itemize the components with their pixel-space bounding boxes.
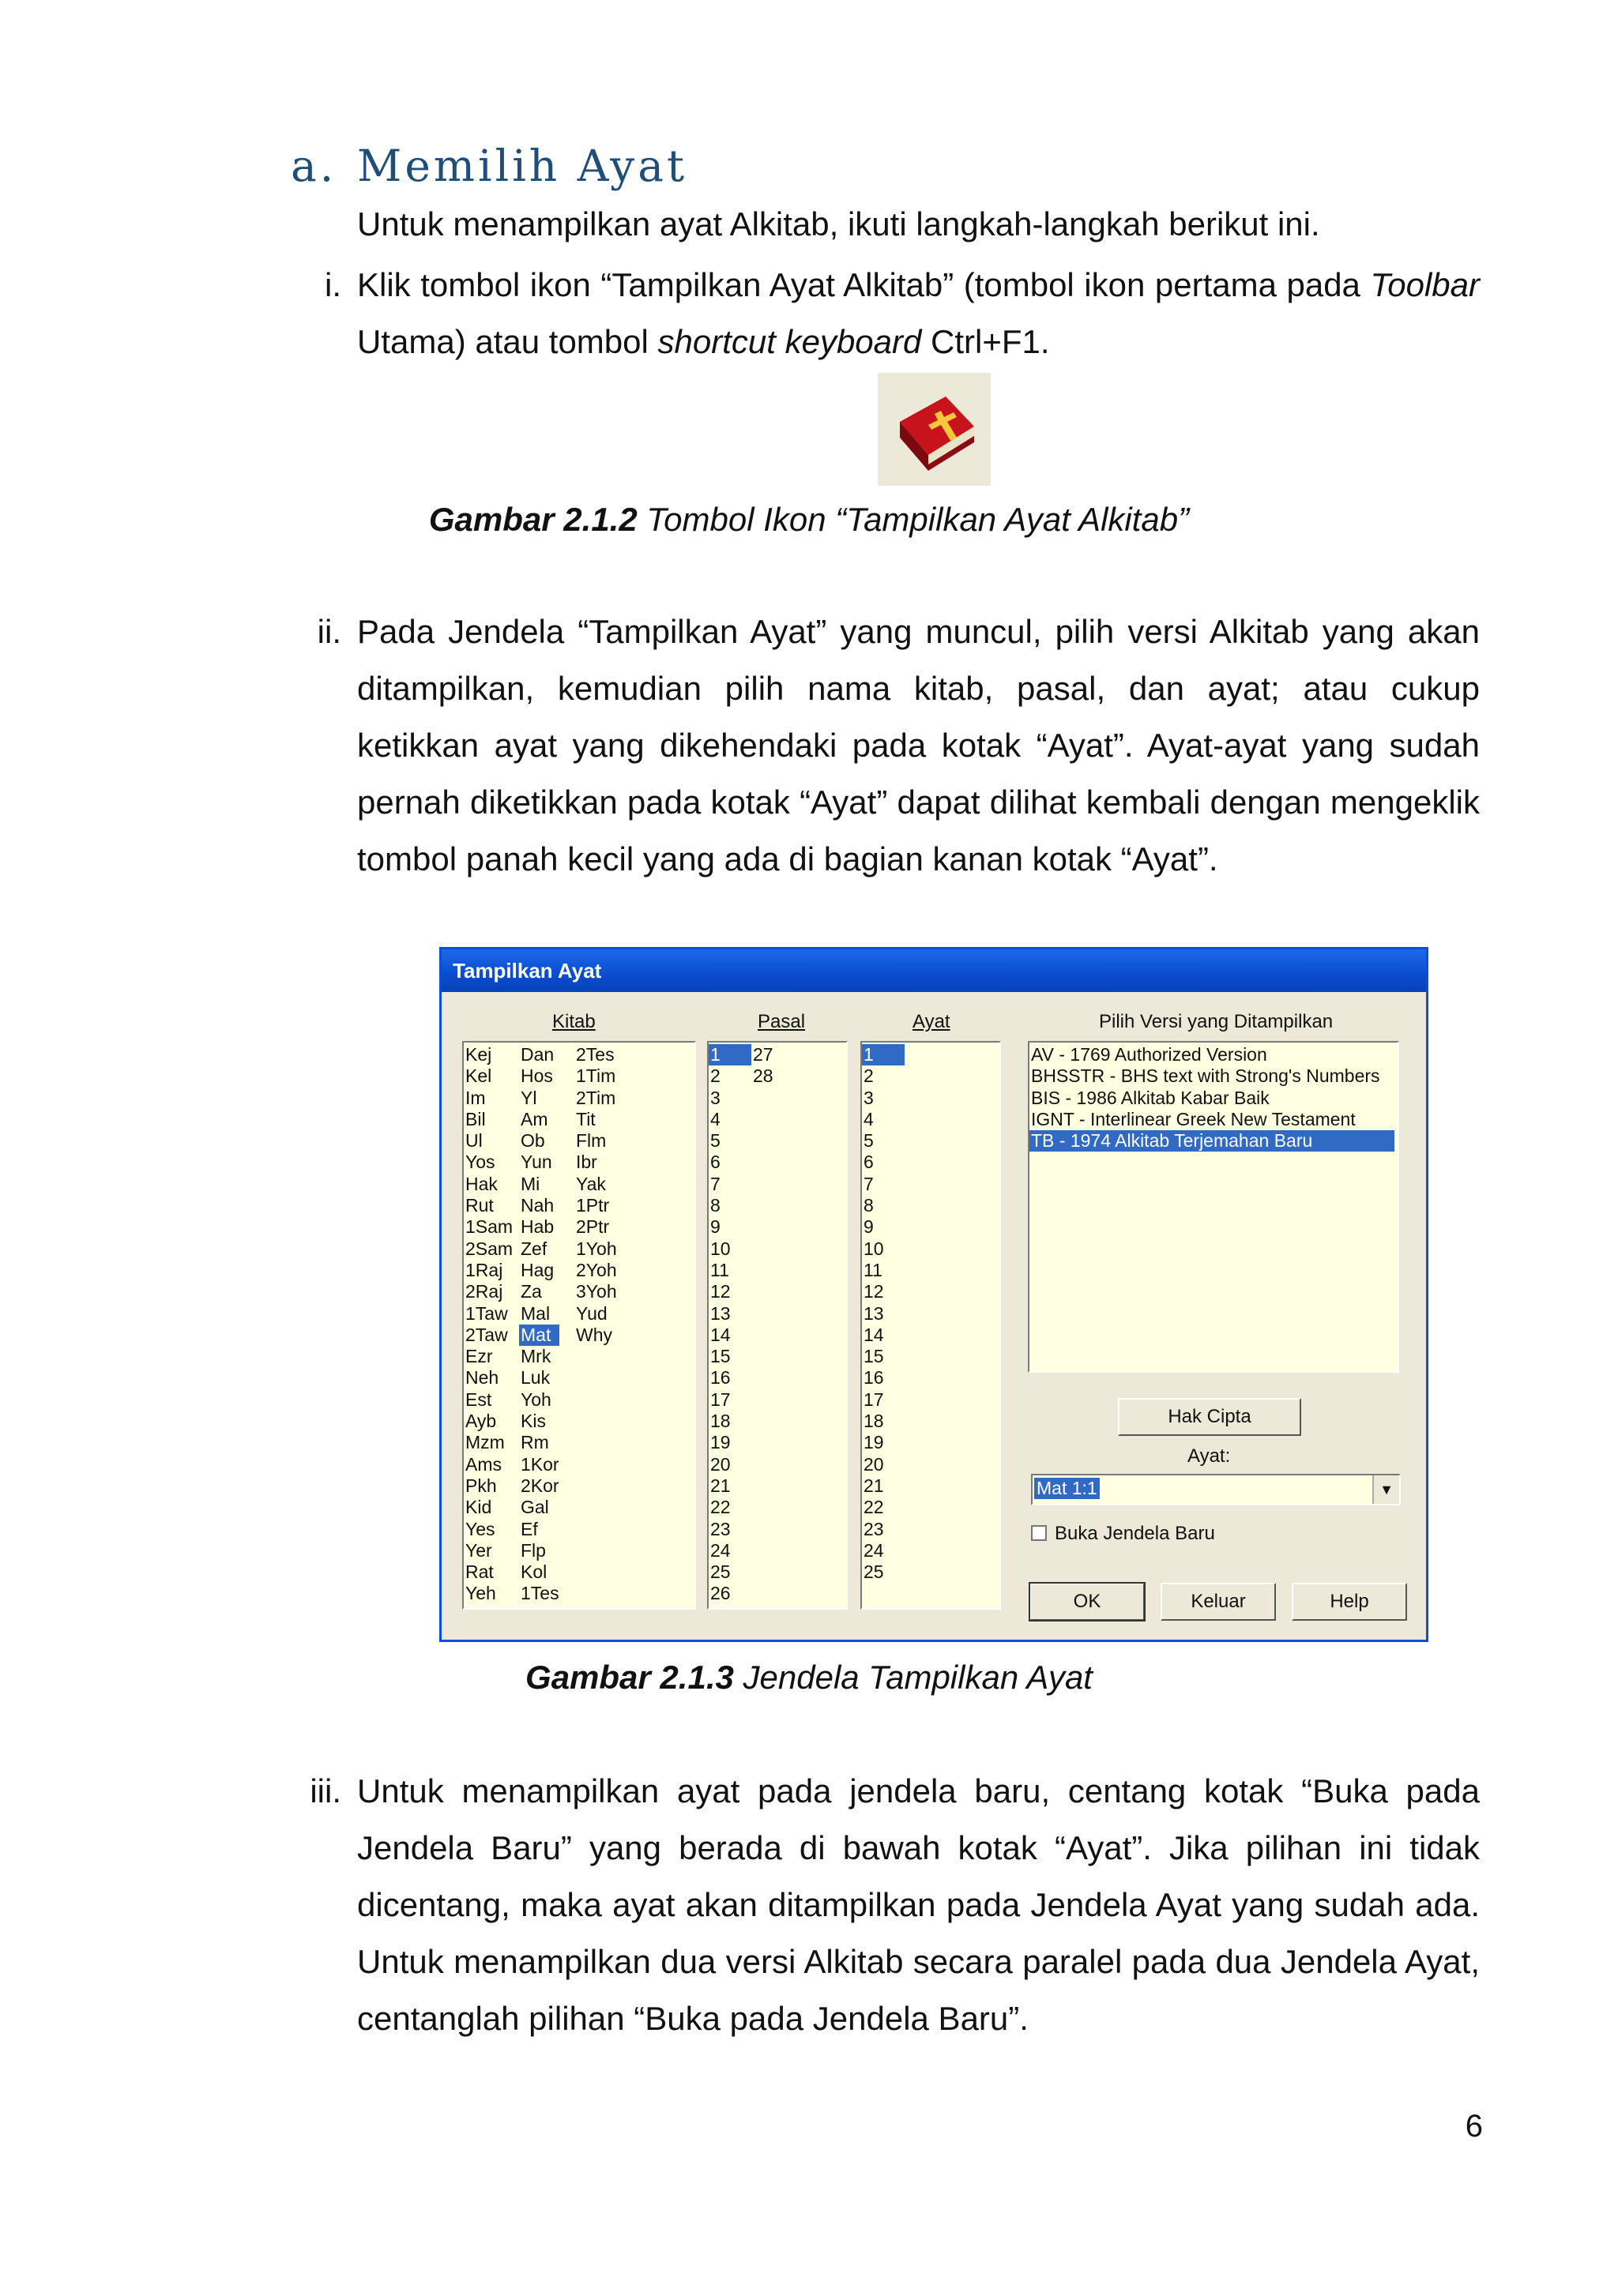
ayat-item[interactable]: 22 [864, 1497, 884, 1518]
kitab-item[interactable]: Yes [465, 1518, 495, 1539]
kitab-item[interactable]: Hag [521, 1259, 555, 1280]
kitab-label: Kitab [552, 1011, 596, 1032]
pasal-item[interactable]: 7 [710, 1173, 721, 1194]
kitab-item[interactable]: Kis [521, 1411, 546, 1432]
pasal-item[interactable]: 5 [710, 1130, 721, 1152]
pasal-item[interactable]: 8 [710, 1195, 721, 1216]
kitab-item[interactable]: 2Tim [576, 1087, 616, 1108]
ayat-item[interactable]: 17 [864, 1388, 884, 1410]
pasal-item[interactable]: 17 [710, 1388, 731, 1410]
pasal-item[interactable]: 21 [710, 1475, 731, 1496]
pasal-item[interactable]: 9 [710, 1216, 721, 1238]
pasal-item[interactable]: 20 [710, 1453, 731, 1475]
kitab-item[interactable]: Mzm [465, 1432, 505, 1453]
kitab-item[interactable]: Mi [521, 1173, 540, 1194]
kitab-item[interactable]: Zef [521, 1238, 547, 1259]
kitab-item[interactable]: 1Sam [465, 1216, 514, 1238]
kitab-item[interactable]: Ef [521, 1518, 538, 1539]
kitab-column-2 [519, 1044, 559, 1605]
versi-item[interactable]: IGNT - Interlinear Greek New Testament [1031, 1108, 1356, 1129]
step-1-text-a: Klik tombol ikon “Tampilkan Ayat Alkitab” (tombol ikon pertama pada [357, 266, 1371, 303]
kitab-item[interactable]: Yun [521, 1152, 552, 1173]
step-1-number: i. [325, 266, 341, 303]
bible-icon [878, 373, 991, 486]
ayat-item[interactable]: 24 [864, 1539, 884, 1561]
kitab-item[interactable]: 3Yoh [576, 1281, 617, 1302]
ayat-item[interactable]: 8 [864, 1195, 874, 1216]
kitab-item[interactable]: 1Yoh [576, 1238, 617, 1259]
pasal-list[interactable] [707, 1041, 848, 1610]
kitab-item[interactable]: 2Kor [521, 1475, 559, 1496]
kitab-item[interactable]: Neh [465, 1367, 499, 1388]
kitab-item[interactable]: Yl [521, 1087, 537, 1108]
kitab-item[interactable]: 2Yoh [576, 1259, 617, 1280]
heading-letter: a. [291, 141, 337, 191]
figure-caption-2-label: Gambar 2.1.3 [525, 1659, 734, 1696]
ayat-item[interactable]: 14 [864, 1324, 884, 1345]
kitab-item[interactable]: Flm [576, 1130, 607, 1152]
pasal-item[interactable]: 24 [710, 1539, 731, 1561]
kitab-item[interactable]: Tit [576, 1108, 596, 1129]
kitab-item[interactable]: Ezr [465, 1346, 493, 1367]
ayat-item[interactable]: 4 [864, 1108, 874, 1129]
versi-item[interactable]: AV - 1769 Authorized Version [1031, 1044, 1267, 1065]
kitab-item[interactable]: Why [576, 1324, 612, 1345]
pasal-item[interactable]: 12 [710, 1281, 731, 1302]
pasal-item[interactable]: 22 [710, 1497, 731, 1518]
ayat-item[interactable]: 3 [864, 1087, 874, 1108]
kitab-item[interactable]: 2Ptr [576, 1216, 610, 1238]
versi-item[interactable]: BIS - 1986 Alkitab Kabar Baik [1031, 1087, 1270, 1108]
kitab-item[interactable]: Yak [576, 1173, 606, 1194]
ayat-combo-value: Mat 1:1 [1034, 1478, 1100, 1499]
ok-button[interactable]: OK [1029, 1583, 1145, 1621]
heading-title: Memilih Ayat [357, 141, 688, 191]
ayat-item[interactable]: 16 [864, 1367, 884, 1388]
kitab-item[interactable]: Am [521, 1108, 548, 1129]
ayat-item[interactable]: 15 [864, 1346, 884, 1367]
kitab-column-3 [574, 1044, 617, 1346]
kitab-item[interactable]: Yud [576, 1302, 608, 1324]
kitab-item[interactable]: 1Ptr [576, 1195, 610, 1216]
kitab-item[interactable]: Kol [521, 1561, 547, 1583]
step-1-text-b: Utama) atau tombol [357, 323, 658, 360]
versi-item[interactable]: TB - 1974 Alkitab Terjemahan Baru [1029, 1130, 1394, 1152]
versi-list[interactable] [1028, 1041, 1399, 1373]
ayat-item[interactable]: 6 [864, 1152, 874, 1173]
kitab-item[interactable]: Hos [521, 1065, 553, 1087]
step-1 [325, 257, 1480, 370]
ayat-item[interactable]: 21 [864, 1475, 884, 1496]
kitab-item[interactable]: Im [465, 1087, 486, 1108]
kitab-item[interactable]: Rut [465, 1195, 494, 1216]
kitab-item[interactable]: Ayb [465, 1411, 497, 1432]
kitab-item[interactable]: 2Sam [465, 1238, 514, 1259]
page-number: 6 [1465, 2109, 1483, 2144]
kitab-item[interactable]: Hab [521, 1216, 555, 1238]
pasal-item[interactable]: 19 [710, 1432, 731, 1453]
tampilkan-ayat-dialog [439, 947, 1428, 1642]
kitab-item[interactable]: Yos [465, 1152, 495, 1173]
intro-text: Untuk menampilkan ayat Alkitab, ikuti langkah-langkah berikut ini. [357, 205, 1320, 242]
figure-caption-1 [0, 501, 1618, 539]
pasal-column-1 [709, 1044, 751, 1605]
figure-caption-1-label: Gambar 2.1.2 [428, 501, 638, 538]
pasal-item[interactable]: 4 [710, 1108, 721, 1129]
kitab-item[interactable]: Kej [465, 1044, 492, 1065]
ayat-item[interactable]: 1 [862, 1044, 905, 1065]
step-2-number: ii. [317, 613, 341, 650]
kitab-item[interactable]: Gal [521, 1497, 549, 1518]
kitab-item[interactable]: 1Raj [465, 1259, 503, 1280]
versi-label: Pilih Versi yang Ditampilkan [1099, 1011, 1334, 1032]
kitab-item[interactable]: Mrk [521, 1346, 551, 1367]
ayat-item[interactable]: 10 [864, 1238, 884, 1259]
help-button[interactable]: Help [1292, 1583, 1407, 1621]
kitab-item[interactable]: 2Taw [465, 1324, 508, 1345]
ayat-item[interactable]: 11 [864, 1259, 882, 1280]
kitab-item[interactable]: Bil [465, 1108, 486, 1129]
ayat-item[interactable]: 5 [864, 1130, 874, 1152]
step-2 [317, 603, 1480, 888]
pasal-item[interactable]: 27 [753, 1044, 773, 1065]
figure-caption-2 [0, 1659, 1618, 1697]
kitab-item[interactable]: 1Tes [521, 1583, 559, 1604]
pasal-item[interactable]: 2 [710, 1065, 721, 1087]
step-2-text: Pada Jendela “Tampilkan Ayat” yang muncul, pilih versi Alkitab yang akan ditampilkan, kemudian pilih nama kitab, pasal, dan ayat; atau cukup ketikkan ayat yang dikehendaki pada kotak “Ayat”. Ayat-ayat yang sudah pernah diketikkan pada kotak “Ayat” dapat dilihat kembali dengan mengeklik tombol panah kecil yang ada di bagian kanan kotak “Ayat”. [357, 613, 1480, 877]
pasal-item[interactable]: 16 [710, 1367, 731, 1388]
versi-item[interactable]: BHSSTR - BHS text with Strong's Numbers [1031, 1065, 1380, 1087]
ayat-item[interactable]: 23 [864, 1518, 884, 1539]
buka-jendela-label: Buka Jendela Baru [1055, 1523, 1215, 1544]
kitab-item[interactable]: Rat [465, 1561, 494, 1583]
ayat-column [862, 1044, 905, 1583]
kitab-item[interactable]: Pkh [465, 1475, 497, 1496]
kitab-item[interactable]: Flp [521, 1539, 546, 1561]
ayat-list[interactable] [860, 1041, 1001, 1610]
pasal-item[interactable]: 25 [710, 1561, 731, 1583]
pasal-item[interactable]: 13 [710, 1302, 731, 1324]
kitab-item[interactable]: 1Tim [576, 1065, 616, 1087]
step-3-number: iii. [310, 1772, 341, 1809]
pasal-label: Pasal [758, 1011, 806, 1032]
kitab-item[interactable]: 2Raj [465, 1281, 503, 1302]
step-1-text-c: Ctrl+F1. [921, 323, 1050, 360]
pasal-item[interactable]: 1 [709, 1044, 751, 1065]
pasal-item[interactable]: 14 [710, 1324, 731, 1345]
step-1-shortcut: shortcut keyboard [657, 323, 922, 360]
pasal-item[interactable]: 11 [710, 1259, 729, 1280]
pasal-column-2 [751, 1044, 773, 1088]
kitab-item[interactable]: Dan [521, 1044, 555, 1065]
section-heading [291, 141, 687, 191]
kitab-item[interactable]: Za [521, 1281, 542, 1302]
kitab-column-1 [464, 1044, 513, 1605]
step-1-text [357, 257, 1480, 370]
kitab-item[interactable]: Yer [465, 1539, 492, 1561]
keluar-button[interactable]: Keluar [1161, 1583, 1276, 1621]
kitab-item[interactable]: Nah [521, 1195, 555, 1216]
kitab-item[interactable]: Luk [521, 1367, 551, 1388]
buka-jendela-checkbox[interactable] [1031, 1525, 1047, 1541]
kitab-item[interactable]: 1Taw [465, 1302, 508, 1324]
pasal-item[interactable]: 23 [710, 1518, 731, 1539]
step-1-toolbar: Toolbar [1370, 266, 1480, 303]
kitab-item[interactable]: Rm [521, 1432, 549, 1453]
pasal-item[interactable]: 10 [710, 1238, 731, 1259]
ayat-field-label: Ayat: [1187, 1445, 1231, 1467]
ayat-item[interactable]: 19 [864, 1432, 884, 1453]
ayat-item[interactable]: 25 [864, 1561, 884, 1583]
kitab-item[interactable]: 1Kor [521, 1453, 559, 1475]
ayat-combo[interactable] [1031, 1474, 1401, 1505]
kitab-item[interactable]: Kel [465, 1065, 492, 1087]
kitab-item[interactable]: Mat [519, 1325, 559, 1346]
kitab-item[interactable]: Est [465, 1388, 492, 1410]
ayat-item[interactable]: 20 [864, 1453, 884, 1475]
ayat-item[interactable]: 2 [864, 1065, 874, 1087]
pasal-item[interactable]: 6 [710, 1152, 721, 1173]
chevron-down-icon[interactable]: ▼ [1372, 1475, 1399, 1504]
ayat-item[interactable]: 12 [864, 1281, 884, 1302]
ayat-item[interactable]: 13 [864, 1302, 884, 1324]
pasal-item[interactable]: 28 [753, 1065, 773, 1087]
kitab-item[interactable]: Ob [521, 1130, 545, 1152]
kitab-item[interactable]: Ibr [576, 1152, 597, 1173]
hak-cipta-button[interactable]: Hak Cipta [1118, 1398, 1301, 1436]
figure-caption-2-text: Jendela Tampilkan Ayat [733, 1659, 1093, 1696]
ayat-item[interactable]: 18 [864, 1411, 884, 1432]
kitab-item[interactable]: Mal [521, 1302, 551, 1324]
kitab-item[interactable]: Ul [465, 1130, 483, 1152]
kitab-item[interactable]: Hak [465, 1173, 498, 1194]
kitab-item[interactable]: Yoh [521, 1388, 551, 1410]
versi-column [1029, 1044, 1394, 1152]
pasal-item[interactable]: 3 [710, 1087, 721, 1108]
kitab-item[interactable]: Yeh [465, 1583, 496, 1604]
kitab-item[interactable]: 2Tes [576, 1044, 615, 1065]
ayat-label: Ayat [912, 1011, 950, 1032]
kitab-item[interactable]: Kid [465, 1497, 492, 1518]
ayat-item[interactable]: 7 [864, 1173, 874, 1194]
step-3-text: Untuk menampilkan ayat pada jendela baru, centang kotak “Buka pada Jendela Baru” yang berada di bawah kotak “Ayat”. Jika pilihan ini tidak dicentang, maka ayat akan ditampilkan pada Jendela Ayat yang sudah ada. Untuk menampilkan dua versi Alkitab secara paralel pada dua Jendela Ayat, centanglah pilihan “Buka pada Jendela Baru”. [357, 1772, 1480, 2037]
pasal-item[interactable]: 26 [710, 1583, 731, 1604]
ayat-item[interactable]: 9 [864, 1216, 874, 1238]
figure-caption-1-text: Tombol Ikon “Tampilkan Ayat Alkitab” [637, 501, 1190, 538]
pasal-item[interactable]: 18 [710, 1411, 731, 1432]
dialog-title: Tampilkan Ayat [442, 949, 1426, 992]
kitab-list[interactable] [462, 1041, 696, 1610]
kitab-item[interactable]: Ams [465, 1453, 502, 1475]
pasal-item[interactable]: 15 [710, 1346, 731, 1367]
step-3 [310, 1763, 1480, 2047]
